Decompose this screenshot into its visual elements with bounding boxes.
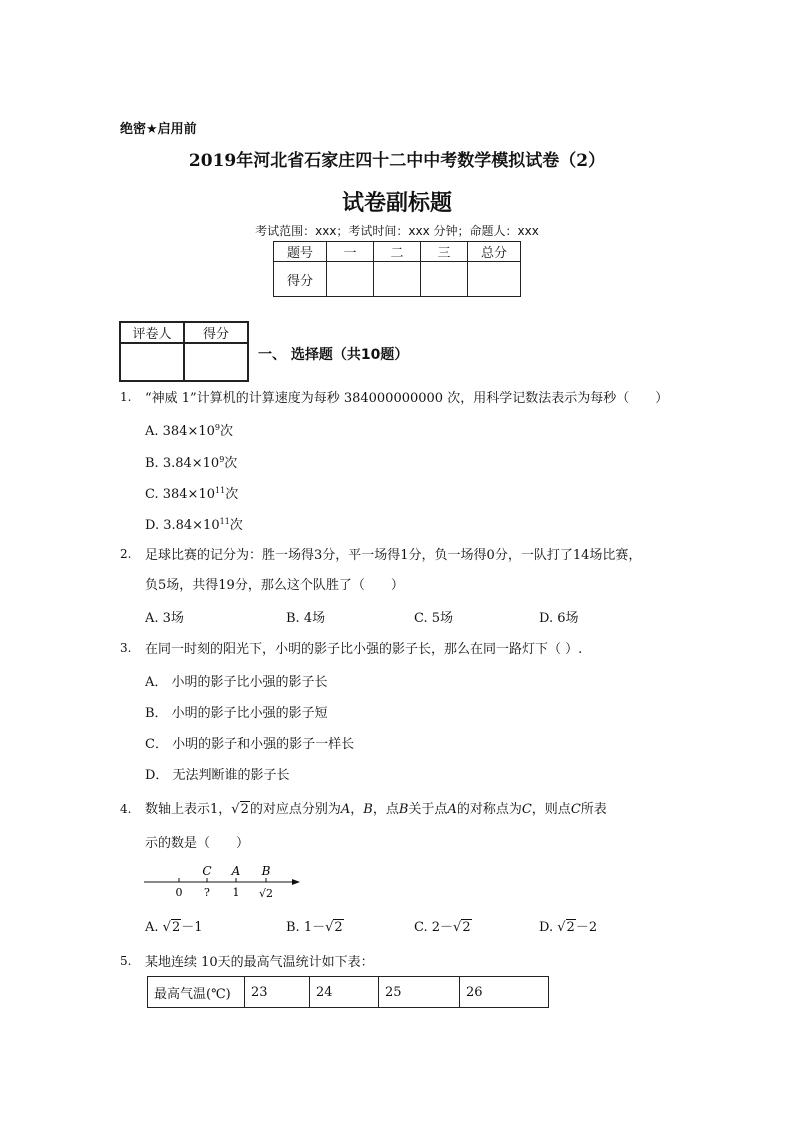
temperature-table xyxy=(147,976,549,1008)
question-2-line-1: 足球比赛的记分为：胜一场得3分，平一场得1分，负一场得0分，一队打了14场比赛， xyxy=(145,548,642,563)
sqrt-radicand: 2 xyxy=(240,802,249,817)
option-unit: 次 xyxy=(229,518,243,533)
sqrt-symbol: √ xyxy=(453,920,462,935)
text-segment: 关于点 xyxy=(408,802,448,817)
axis-label-b: B xyxy=(261,864,271,878)
grader-input-cell[interactable] xyxy=(184,343,248,381)
grader-header-cell: 得分 xyxy=(184,322,248,343)
sqrt-symbol: √ xyxy=(557,920,566,935)
text-segment: 的对称点为 xyxy=(456,802,522,817)
score-header-cell: 总分 xyxy=(468,242,521,262)
point-letter: B xyxy=(398,802,409,817)
question-1-text: “神威 1”计算机的计算速度为每秒 384000000000 次，用科学记数法表示为每秒（ ） xyxy=(145,391,669,406)
question-number: 2. xyxy=(120,547,132,561)
question-3-option-d[interactable]: D． 无法判断谁的影子长 xyxy=(145,768,290,783)
axis-value-0: 0 xyxy=(175,886,183,899)
point-letter: A xyxy=(340,802,351,817)
score-table xyxy=(273,241,521,297)
option-unit: 次 xyxy=(224,456,238,471)
axis-label-c: C xyxy=(202,864,212,878)
text-segment: ， xyxy=(350,802,364,817)
score-header-cell: 一 xyxy=(327,242,374,262)
score-input-cell[interactable] xyxy=(327,262,374,297)
question-4-option-a[interactable] xyxy=(145,916,203,935)
question-4-option-d[interactable] xyxy=(539,916,597,935)
text-segment: 数轴上表示1， xyxy=(145,802,232,817)
option-text: B. 3.84×10 xyxy=(145,456,220,471)
temp-cell: 26 xyxy=(460,977,549,1008)
text-segment: 的对应点分别为 xyxy=(249,802,341,817)
section-title: 一、 选择题（共10题） xyxy=(258,347,409,363)
exponent: 9 xyxy=(214,423,220,432)
text-segment: ，则点 xyxy=(531,802,571,817)
question-4-line-1 xyxy=(145,800,607,820)
option-text: A. 384×10 xyxy=(145,424,215,439)
score-header-cell: 三 xyxy=(421,242,468,262)
option-label: B. xyxy=(286,920,300,935)
temp-cell: 23 xyxy=(245,977,310,1008)
axis-value-1: 1 xyxy=(232,886,240,899)
option-label: C. xyxy=(414,920,428,935)
question-1-option-b[interactable] xyxy=(145,452,237,471)
sqrt-radicand: 2 xyxy=(462,920,471,935)
temp-cell: 24 xyxy=(310,977,379,1008)
score-input-cell[interactable] xyxy=(468,262,521,297)
option-label: D. xyxy=(539,920,554,935)
sqrt-radicand: 2 xyxy=(566,920,575,935)
option-text: D. 3.84×10 xyxy=(145,518,220,533)
number-line-diagram xyxy=(140,860,310,900)
question-number: 5. xyxy=(120,954,132,968)
question-1-option-a[interactable] xyxy=(145,420,233,439)
option-post: －1 xyxy=(181,920,203,935)
exponent: 11 xyxy=(215,486,226,495)
axis-label-a: A xyxy=(231,864,241,878)
option-unit: 次 xyxy=(225,487,239,502)
option-unit: 次 xyxy=(220,424,234,439)
score-input-cell[interactable] xyxy=(374,262,421,297)
question-2-option-a[interactable]: A. 3场 xyxy=(145,611,184,626)
point-letter: C xyxy=(570,802,581,817)
option-label: A. xyxy=(145,920,159,935)
question-number: 3. xyxy=(120,641,132,655)
exam-info: 考试范围：xxx；考试时间：xxx 分钟；命题人：xxx xyxy=(255,224,539,238)
question-1-option-c[interactable] xyxy=(145,483,238,502)
confidential-mark: 绝密★启用前 xyxy=(120,122,197,137)
option-pre: 2－ xyxy=(431,920,454,935)
score-row-label: 得分 xyxy=(274,262,327,297)
question-3-option-c[interactable]: C． 小明的影子和小强的影子一样长 xyxy=(145,737,355,752)
option-post: －2 xyxy=(575,920,598,935)
question-3-text: 在同一时刻的阳光下，小明的影子比小强的影子长，那么在同一路灯下（ ）. xyxy=(145,642,583,657)
text-segment: 所表 xyxy=(580,802,607,817)
text-segment: ，点 xyxy=(372,802,399,817)
question-4-line-2: 示的数是（ ） xyxy=(145,836,250,851)
question-2-option-b[interactable]: B. 4场 xyxy=(286,611,326,626)
axis-arrow xyxy=(292,879,300,885)
score-header-cell: 二 xyxy=(374,242,421,262)
grader-table xyxy=(119,321,249,382)
sqrt-symbol: √ xyxy=(325,920,334,935)
question-5-text: 某地连续 10天的最高气温统计如下表： xyxy=(145,955,374,970)
question-number: 4. xyxy=(120,802,132,816)
question-3-option-a[interactable]: A． 小明的影子比小强的影子长 xyxy=(145,675,328,690)
question-2-option-c[interactable]: C. 5场 xyxy=(414,611,454,626)
axis-value-sqrt2: √2 xyxy=(258,887,274,900)
question-2-line-2: 负5场，共得19分，那么这个队胜了（ ） xyxy=(145,578,404,593)
page-title: 2019年河北省石家庄四十二中中考数学模拟试卷（2） xyxy=(188,151,606,171)
temp-header-cell: 最高气温(℃) xyxy=(148,977,245,1008)
sqrt-radicand: 2 xyxy=(171,920,181,935)
option-pre: 1－ xyxy=(303,920,326,935)
question-1-option-d[interactable] xyxy=(145,514,243,533)
axis-value-question: ? xyxy=(204,886,210,899)
sqrt-symbol: √ xyxy=(231,802,240,817)
question-4-option-b[interactable] xyxy=(286,916,344,935)
page-subtitle: 试卷副标题 xyxy=(341,191,452,216)
question-number: 1. xyxy=(120,390,132,404)
score-input-cell[interactable] xyxy=(421,262,468,297)
sqrt-symbol: √ xyxy=(162,920,171,935)
grader-input-cell[interactable] xyxy=(120,343,184,381)
sqrt-radicand: 2 xyxy=(334,920,343,935)
question-2-option-d[interactable]: D. 6场 xyxy=(539,611,579,626)
option-text: C. 384×10 xyxy=(145,487,215,502)
question-3-option-b[interactable]: B． 小明的影子比小强的影子短 xyxy=(145,706,328,721)
exponent: 11 xyxy=(219,517,230,526)
grader-header-cell: 评卷人 xyxy=(120,322,184,343)
point-letter: C xyxy=(521,802,532,817)
question-4-option-c[interactable] xyxy=(414,916,472,935)
point-letter: B xyxy=(363,802,373,817)
score-header-cell: 题号 xyxy=(274,242,327,262)
point-letter: A xyxy=(447,802,457,817)
temp-cell: 25 xyxy=(379,977,460,1008)
exponent: 9 xyxy=(219,455,225,464)
